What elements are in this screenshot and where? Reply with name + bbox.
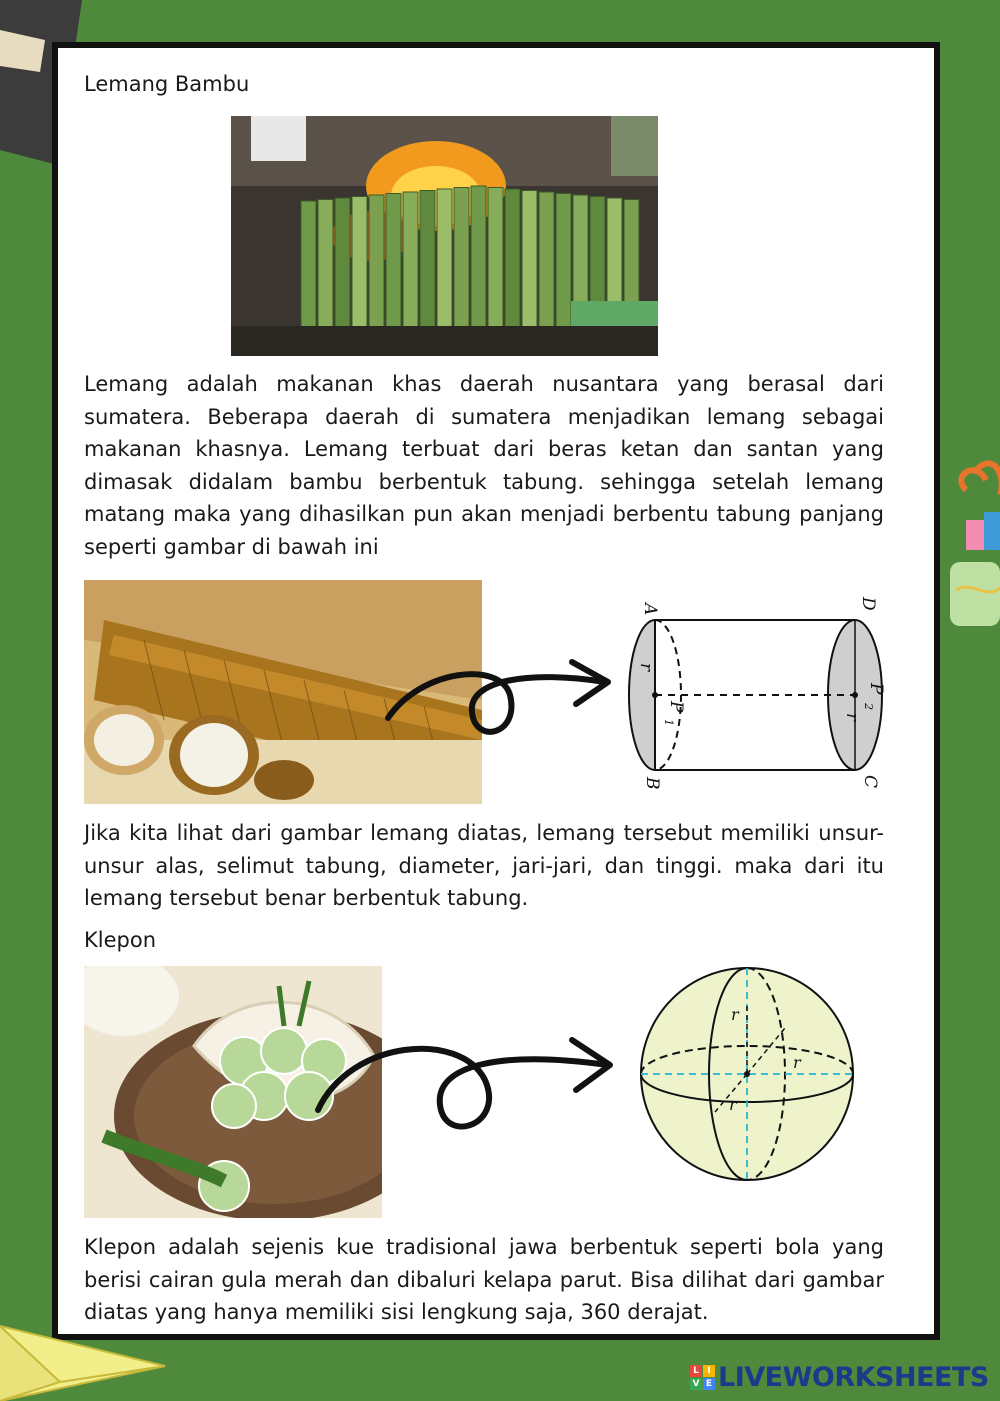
cylinder-radius-right: r — [842, 713, 862, 722]
bamboo-tube — [454, 188, 469, 332]
liveworksheets-logo[interactable] — [690, 1360, 989, 1394]
arrow-to-cylinder — [380, 640, 620, 750]
klepon-title: Klepon — [84, 928, 157, 952]
cylinder-label-b: B — [642, 777, 662, 790]
bamboo-tube — [318, 200, 333, 332]
brand-name: LIVEWORKSHEETS — [718, 1361, 989, 1393]
bamboo-tube — [420, 191, 435, 332]
lemang-description: Lemang adalah makanan khas daerah nusantara yang berasal dari sumatera. Beberapa daerah di sumatera menjadikan lemang sebagai makanan khasnya. Lemang terbuat dari beras ketan dan santan yang dimasak didalam bambu berbentuk tabung. sehingga setelah lemang matang maka yang dihasilkan pun akan menjadi berbentu tabung panjang seperti gambar di bawah ini — [84, 372, 884, 559]
live-letters-icon: L I V E — [690, 1365, 715, 1390]
arrow-to-sphere — [310, 1010, 620, 1140]
cylinder-point-p2-sub: 2 — [862, 703, 875, 710]
bamboo-tube — [471, 186, 486, 331]
sphere-radius-top: r — [731, 1005, 739, 1024]
bamboo-tube — [301, 201, 316, 331]
cylinder-label-d: D — [858, 597, 878, 611]
bamboo-tube — [386, 194, 401, 332]
bamboo-tube — [505, 189, 520, 331]
bamboo-tube — [369, 195, 384, 331]
cylinder-point-p1-sub: 1 — [662, 719, 675, 726]
cylinder-label-c: C — [860, 775, 880, 789]
cylinder-diagram — [615, 585, 895, 800]
lemang-roasting-photo — [231, 116, 658, 356]
bamboo-tube — [335, 198, 350, 331]
stationery-decoration — [946, 450, 1000, 630]
cylinder-label-a: A — [640, 603, 660, 616]
bamboo-tube — [437, 189, 452, 331]
bamboo-tube — [522, 191, 537, 332]
bamboo-tube — [488, 188, 503, 332]
cylinder-point-p2: P — [866, 683, 886, 695]
sphere-diagram — [635, 962, 860, 1192]
sphere-radius-bottom: r — [729, 1095, 737, 1114]
sphere-radius-right: r — [793, 1053, 801, 1072]
cylinder-radius-left: r — [636, 663, 656, 672]
klepon-description: Klepon adalah sejenis kue tradisional jawa berbentuk seperti bola yang berisi cairan gula merah dan dibaluri kelapa parut. Bisa dilihat dari gambar diatas yang hanya memiliki sisi lengkung saja, 360 derajat. — [84, 1235, 884, 1324]
lemang-title: Lemang Bambu — [84, 72, 250, 96]
cylinder-point-p1: P — [666, 701, 686, 713]
bamboo-tube — [539, 192, 554, 331]
bamboo-tube — [403, 192, 418, 331]
lemang-conclusion: Jika kita lihat dari gambar lemang diatas, lemang tersebut memiliki unsur-unsur alas, selimut tabung, diameter, jari-jari, dan tinggi. maka dari itu lemang tersebut benar berbentuk tabung. — [84, 821, 884, 910]
bamboo-tube — [352, 197, 367, 332]
bamboo-tube — [556, 194, 571, 332]
paper-airplane-decoration — [0, 1322, 170, 1401]
